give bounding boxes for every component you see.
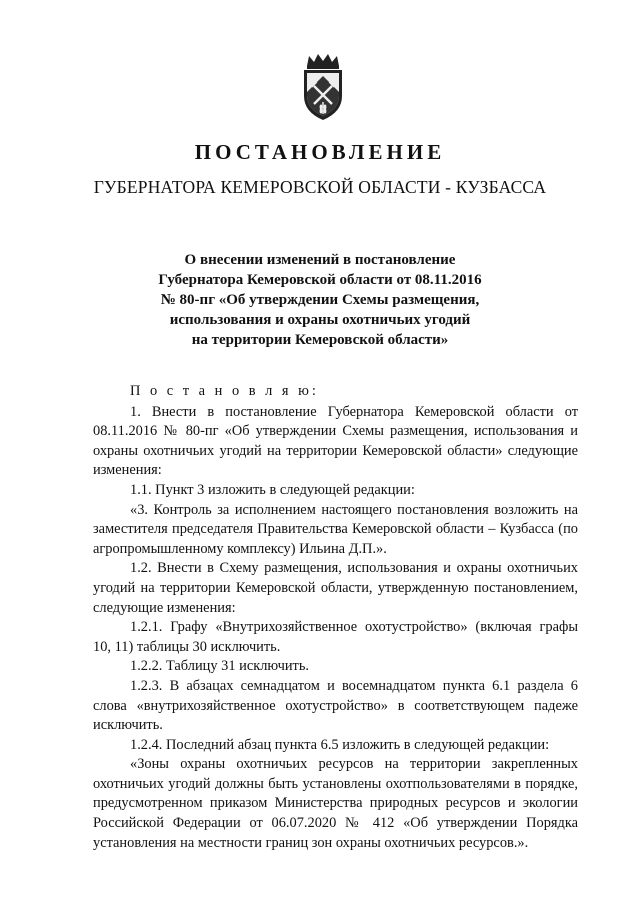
body-paragraph: 1.2.3. В абзацах семнадцатом и восемнадцатом пункта 6.1 раздела 6 слова «внутрихозяйственное охотустройство» в соответствующем падеже исключить.	[93, 677, 578, 734]
body-paragraph: «3. Контроль за исполнением настоящего постановления возложить на заместителя председателя Правительства Кемеровской области – Кузбасса (по агропромышленному комплексу) Ильина Д.П.».	[93, 501, 578, 557]
subject-line: № 80-пг «Об утверждении Схемы размещения,	[160, 292, 480, 308]
subject-line: использования и охраны охотничьих угодий	[169, 312, 471, 328]
body-paragraph: 1.2. Внести в Схему размещения, использования и охраны охотничьих угодий на территории Кемеровской области, утвержденную постановлением, следующие изменения:	[93, 560, 578, 616]
resolution-intro: П о с т а н о в л я ю:	[130, 383, 319, 399]
document-type-title: ПОСТАНОВЛЕНИЕ	[194, 140, 446, 164]
document-subject	[150, 250, 490, 350]
body-paragraph: 1.2.4. Последний абзац пункта 6.5 изложить в следующей редакции:	[130, 736, 550, 753]
issuer-title: ГУБЕРНАТОРА КЕМЕРОВСКОЙ ОБЛАСТИ - КУЗБАССА	[93, 177, 547, 197]
subject-line: на территории Кемеровской области»	[191, 332, 449, 348]
coat-of-arms-icon	[298, 52, 348, 122]
body-paragraph: 1.2.2. Таблицу 31 исключить.	[130, 658, 309, 675]
body-paragraph: 1.1. Пункт 3 изложить в следующей редакции:	[130, 481, 415, 498]
subject-line: О внесении изменений в постановление	[184, 252, 456, 268]
body-paragraph: «Зоны охраны охотничьих ресурсов на территории закрепленных охотничьих угодий должны быть установлены охотпользователями в порядке, предусмотренном приказом Министерства природных ресурсов и экологии Российской Федерации от 06.07.2020 № 412 «Об утверждении Порядка установления на местности границ зон охраны охотничьих ресурсов.».	[93, 756, 578, 851]
body-paragraph: 1.2.1. Графу «Внутрихозяйственное охотустройство» (включая графы 10, 11) таблицы 30 исключить.	[93, 619, 578, 655]
body-paragraph: 1. Внести в постановление Губернатора Кемеровской области от 08.11.2016 № 80-пг «Об утверждении Схемы размещения, использования и охраны охотничьих угодий на территории Кемеровской области» следующие изменения:	[93, 403, 578, 479]
subject-line: Губернатора Кемеровской области от 08.11.2016	[158, 272, 482, 288]
document-body	[93, 382, 578, 853]
